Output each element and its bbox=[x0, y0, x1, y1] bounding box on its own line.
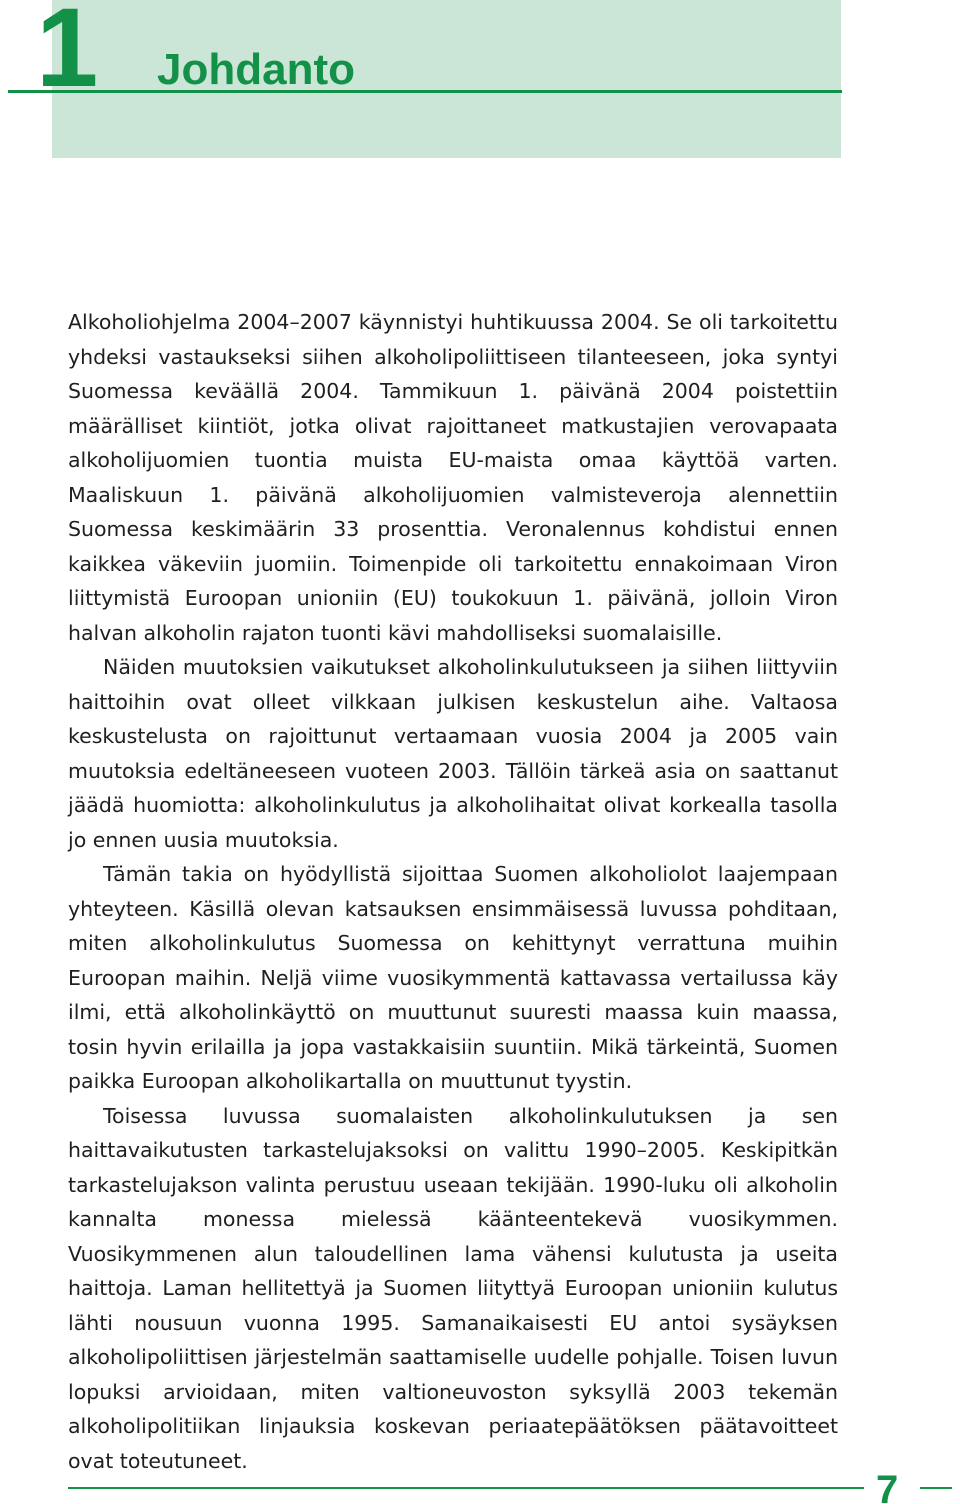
footer-rule-right bbox=[920, 1487, 952, 1489]
chapter-title: Johdanto bbox=[157, 45, 355, 94]
paragraph-4: Toisessa luvussa suomalaisten alkoholinkulutuksen ja sen haittavaikutusten tarkastelujaksoksi on valittu 1990–2005. Keskipitkän tarkastelujakson valinta perustuu useaan tekijään. 1990-luku oli alkoholin kannalta monessa mielessä käänteentekevä vuosikymmen. Vuosikymmenen alun taloudellinen lama vähensi kulutusta ja useita haittoja. Laman hellitettyä ja Suomen liityttyä Euroopan unioniin kulutus lähti nousuun vuonna 1995. Samanaikaisesti EU antoi sysäyksen alkoholipoliittisen järjestelmän saattamiselle uudelle pohjalle. Toisen luvun lopuksi arvioidaan, miten valtioneuvoston syksyllä 2003 tekemän alkoholipolitiikan linjauksia koskevan periaatepäätöksen päätavoitteet ovat toteutuneet. bbox=[68, 1103, 838, 1473]
body-text bbox=[68, 305, 838, 1478]
chapter-number: 1 bbox=[36, 0, 95, 110]
page-number: 7 bbox=[876, 1470, 899, 1504]
paragraph-3: Tämän takia on hyödyllistä sijoittaa Suomen alkoholiolot laajempaan yhteyteen. Käsillä olevan katsauksen ensimmäisessä luvussa pohditaan, miten alkoholinkulutus Suomessa on kehittynyt verrattuna muihin Euroopan maihin. Neljä viime vuosikymmentä kattavassa vertailussa käy ilmi, että alkoholinkäyttö on muuttunut suuresti maassa kuin maassa, tosin hyvin erilailla ja jopa vastakkaisiin suuntiin. Mikä tärkeintä, Suomen paikka Euroopan alkoholikartalla on muuttunut tyystin. bbox=[68, 862, 838, 1093]
footer-rule-left bbox=[68, 1487, 864, 1489]
paragraph-2: Näiden muutoksien vaikutukset alkoholinkulutukseen ja siihen liittyviin haittoihin ovat olleet vilkkaan julkisen keskustelun aihe. Valtaosa keskustelusta on rajoittunut vertaamaan vuosia 2004 ja 2005 vain muutoksia edeltäneeseen vuoteen 2003. Tällöin tärkeä asia on saattanut jäädä huomiotta: alkoholinkulutus ja alkoholihaitat olivat korkealla tasolla jo ennen uusia muutoksia. bbox=[68, 655, 838, 852]
chapter-header-rule bbox=[8, 90, 842, 93]
paragraph-1: Alkoholiohjelma 2004–2007 käynnistyi huhtikuussa 2004. Se oli tarkoitettu yhdeksi vastaukseksi siihen alkoholipoliittiseen tilanteeseen, joka syntyi Suomessa keväällä 2004. Tammikuun 1. päivänä 2004 poistettiin määrälliset kiintiöt, jotka olivat rajoittaneet matkustajien verovapaata alkoholijuomien tuontia muista EU-maista omaa käyttöä varten. Maaliskuun 1. päivänä alkoholijuomien valmisteveroja alennettiin Suomessa keskimäärin 33 prosenttia. Veronalennus kohdistui ennen kaikkea väkeviin juomiin. Toimenpide oli tarkoitettu ennakoimaan Viron liittymistä Euroopan unioniin (EU) toukokuun 1. päivänä, jolloin Viron halvan alkoholin rajaton tuonti kävi mahdolliseksi suomalaisille. bbox=[68, 310, 838, 645]
